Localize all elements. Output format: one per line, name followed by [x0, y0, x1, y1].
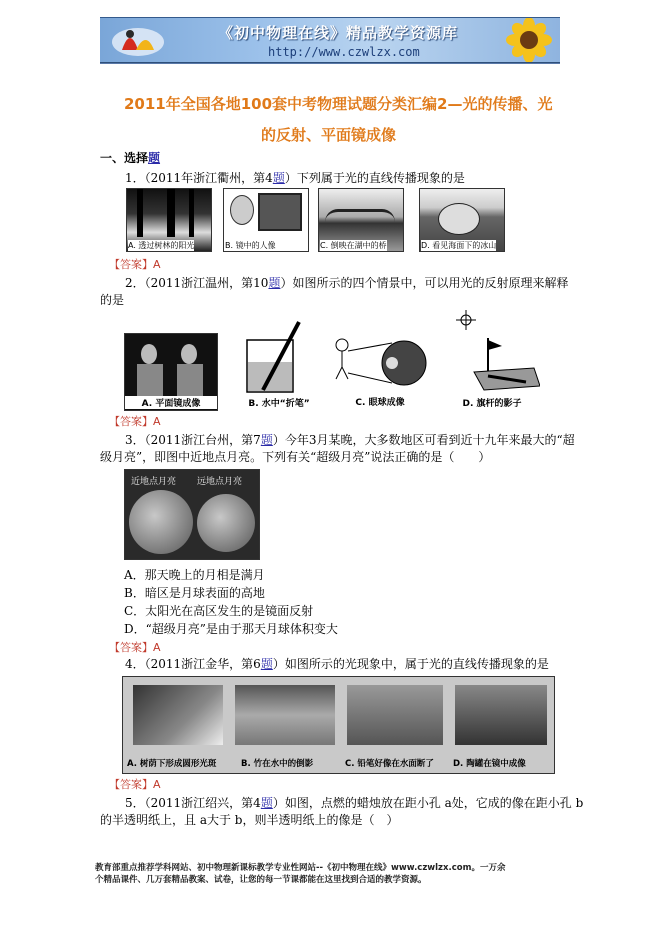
footer-line-1: 教育部重点推荐学科网站、初中物理新课标教学专业性网站--《初中物理在线》www.czwlzx.com。一万余 [95, 863, 506, 873]
document-title-line2: 的反射、平面镜成像 [261, 126, 397, 144]
far-moon [197, 494, 255, 552]
question-2-prefix: 2．（2011浙江温州，第10 [125, 276, 269, 290]
question-4-photo-a [133, 685, 223, 745]
question-2-image-b [233, 320, 325, 409]
question-4-photo-d [455, 685, 547, 745]
question-5-prefix: 5．（2011浙江绍兴，第4 [125, 796, 261, 810]
question-5-line2: 的半透明纸上，且 a大于 b，则半透明纸上的像是（ ） [100, 813, 399, 827]
section-heading-text: 一、选择 [100, 151, 149, 165]
flagpole-shadow-icon [444, 310, 540, 394]
footer-line-2: 个精品课件、几万套精品教案、试卷，让您的每一节课都能在这里找到合适的教学资源。 [95, 875, 427, 885]
question-4-link[interactable]: 题 [260, 657, 273, 671]
question-4-suffix: ）如图所示的光现象中，属于光的直线传播现象的是 [272, 657, 549, 671]
moon-label-near: 近地点月亮 [131, 477, 177, 487]
question-3-answer: 【答案】A [109, 641, 161, 654]
question-4-photo-c [347, 685, 443, 745]
question-4-answer: 【答案】A [109, 778, 161, 791]
question-2-image-d [444, 310, 540, 409]
question-4-caption-d: D. 陶罐在镜中成像 [453, 759, 526, 769]
question-2-line2: 的是 [100, 293, 125, 307]
question-3-moon-image [124, 469, 260, 560]
question-2-link[interactable]: 题 [268, 276, 281, 290]
page-footer [95, 862, 565, 886]
question-2-caption-b: B. 水中“折笔” [248, 399, 310, 409]
question-2-caption-c: C. 眼球成像 [355, 398, 405, 408]
question-4-image-strip [122, 676, 555, 774]
question-1-link[interactable]: 题 [272, 171, 285, 185]
question-1-image-b [223, 188, 309, 252]
banner-url[interactable]: http://www.czwlzx.com [268, 45, 420, 59]
question-1-image-d [419, 188, 505, 252]
question-5-suffix: ）如图，点燃的蜡烛放在距小孔 a处，它成的像在距小孔 b [272, 796, 584, 810]
question-2-line1 [125, 275, 568, 291]
eye-diagram-icon [332, 333, 428, 395]
question-4-caption-b: B. 竹在水中的倒影 [241, 759, 314, 769]
question-3-option-a: A．那天晚上的月相是满月 [124, 568, 265, 582]
question-4-photo-b [235, 685, 335, 745]
question-4-caption-a: A. 树荫下形成圆形光斑 [127, 759, 217, 769]
sunflower-icon [498, 18, 560, 62]
moon-label-far: 远地点月亮 [197, 477, 243, 487]
question-1 [125, 170, 465, 186]
site-logo-icon [108, 20, 168, 60]
question-5-link[interactable]: 题 [260, 796, 273, 810]
section-heading-link[interactable]: 题 [148, 151, 161, 165]
question-1-image-c [318, 188, 404, 252]
question-3-line2: 级月亮”，即图中近地点月亮。下列有关“超级月亮”说法正确的是（ ） [100, 450, 491, 464]
question-1-caption-b: B. 镜中的人像 [225, 241, 276, 250]
question-5-line1 [125, 795, 583, 811]
question-1-image-a [126, 188, 212, 252]
question-3-prefix: 3．（2011浙江台州，第7 [125, 433, 261, 447]
question-4-caption-c: C. 铅笔好像在水面断了 [345, 759, 434, 769]
site-banner [100, 17, 560, 64]
question-2-suffix: ）如图所示的四个情景中，可以用光的反射原理来解释 [280, 276, 569, 290]
question-2-answer: 【答案】A [109, 415, 161, 428]
question-1-prefix: 1．（2011年浙江衢州，第4 [125, 171, 273, 185]
question-2-caption-a: A. 平面镜成像 [125, 396, 217, 409]
question-3-option-c: C．太阳光在高区发生的是镜面反射 [124, 604, 314, 618]
section-heading [100, 150, 160, 166]
banner-title: 《初中物理在线》精品教学资源库 [218, 24, 459, 42]
question-3-line1 [125, 432, 575, 448]
document-title-line1: 2011年全国各地100套中考物理试题分类汇编2—光的传播、光 [124, 95, 553, 113]
question-1-answer: 【答案】A [109, 258, 161, 271]
question-2-image-c [332, 333, 428, 409]
question-4 [125, 656, 549, 672]
question-2-caption-d: D. 旗杆的影子 [462, 399, 522, 409]
question-1-caption-c: C. 倒映在湖中的桥 [320, 241, 387, 250]
question-4-prefix: 4．（2011浙江金华，第6 [125, 657, 261, 671]
question-3-suffix: ）今年3月某晚，大多数地区可看到近十九年来最大的“超 [272, 433, 575, 447]
question-2-image-a [124, 333, 218, 411]
question-3-link[interactable]: 题 [260, 433, 273, 447]
question-3-option-b: B．暗区是月球表面的高地 [124, 586, 265, 600]
near-moon [129, 490, 193, 554]
question-1-caption-d: D. 看见海面下的冰山 [421, 241, 497, 250]
question-1-caption-a: A. 透过树林的阳光 [128, 241, 195, 250]
question-1-suffix: ）下列属于光的直线传播现象的是 [284, 171, 465, 185]
question-3-option-d: D．“超级月亮”是由于那天月球体积变大 [124, 622, 338, 636]
banner-divider [100, 63, 560, 64]
